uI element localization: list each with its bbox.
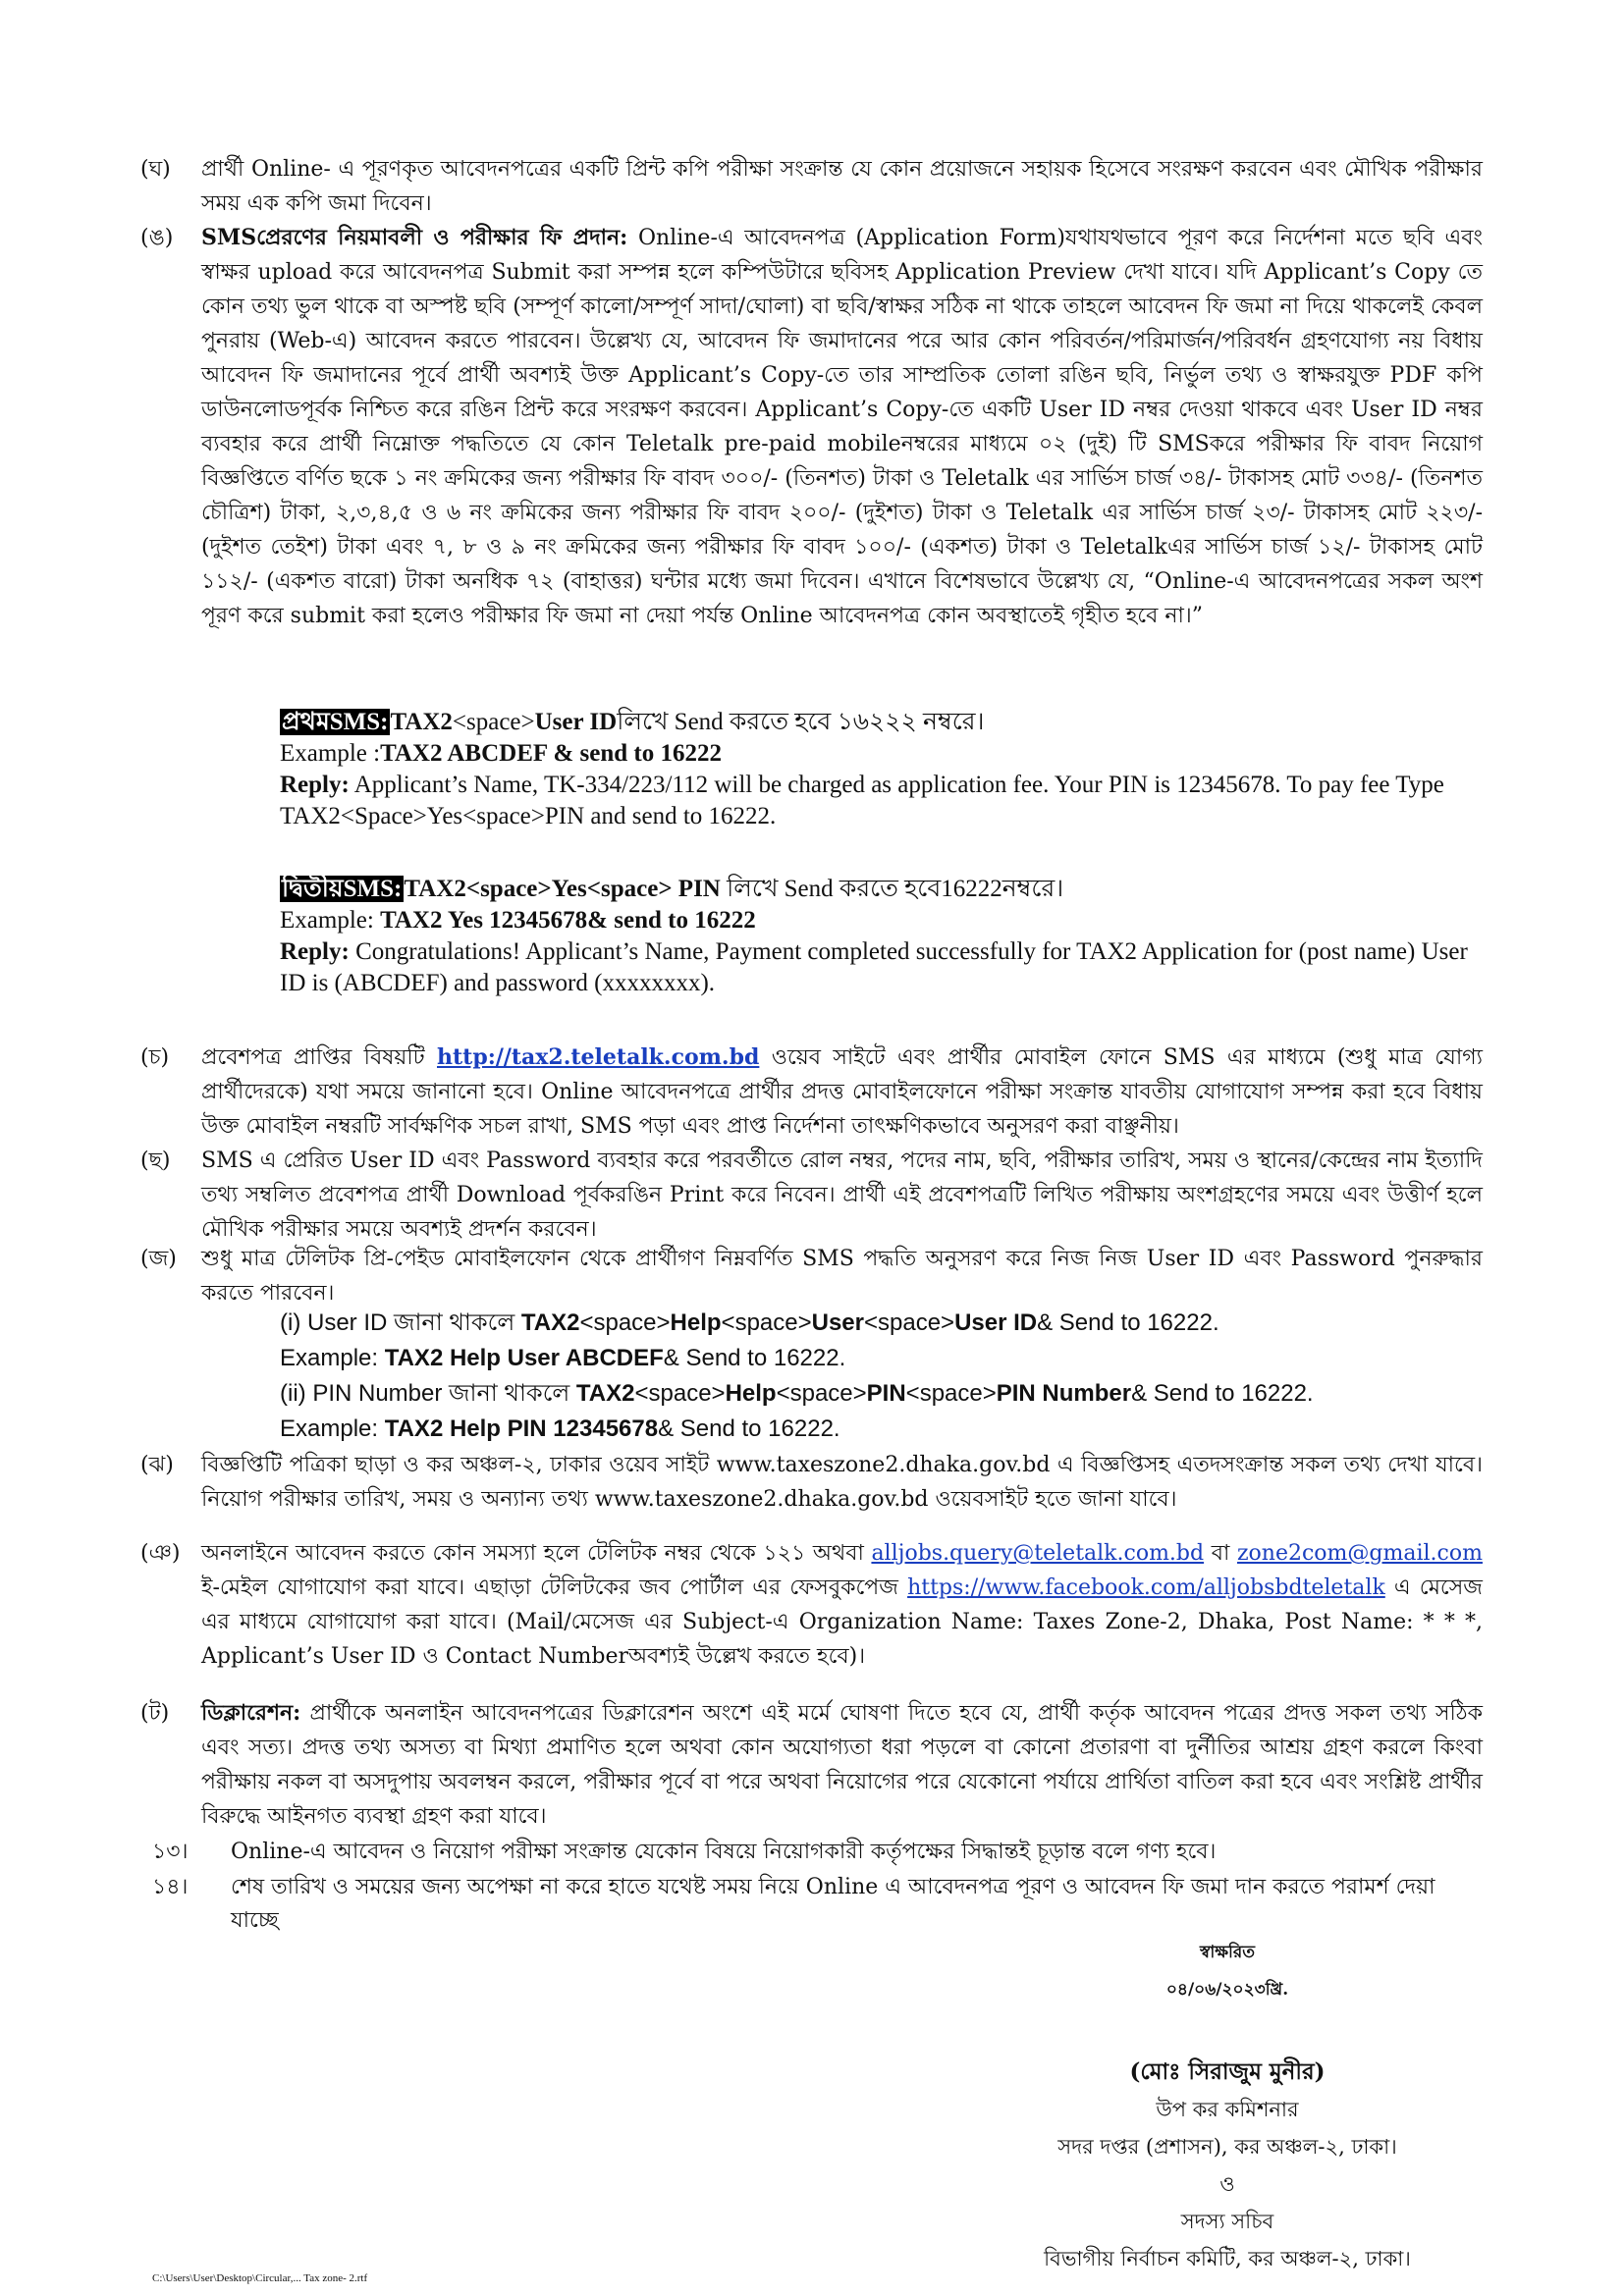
reply-label: Reply:: [280, 772, 350, 798]
recovery-cmd: TAX2 Help User ABCDEF: [384, 1345, 664, 1371]
recovery-user-id: User ID: [954, 1309, 1038, 1336]
example-label: Example:: [280, 907, 381, 934]
recovery-line-4: [280, 1412, 840, 1447]
clause-text: ওয়েব সাইটে এবং প্রার্থীর মোবাইল ফোনে SMS এর মাধ্যমে (শুধু মাত্র যোগ্য প্রার্থীদেরকে) যথা সময়ে জানানো হবে। Online আবেদনপত্রে প্রার্থীর প্রদত্ত মোবাইলফোনে পরীক্ষা সংক্রান্ত যাবতীয় যোগাযোগ সম্পন্ন করা হবে বিধায় উক্ত মোবাইল নম্বরটি সার্বক্ষণিক সচল রাখা, SMS পড়া এবং প্রাপ্ত নির্দেশনা তাৎক্ষণিকভাবে অনুসরণ করা বাঞ্ছনীয়।: [201, 1045, 1483, 1139]
clause-marker: (ঙ): [140, 226, 174, 250]
clause-ca: [140, 1041, 1483, 1144]
numbered-text: শেষ তারিখ ও সময়ের জন্য অপেক্ষা না করে হাতে যথেষ্ট সময় নিয়ে Online এ আবেদনপত্র পূরণ ও আবেদন ফি জমা দান করতে পরামর্শ দেয়া যাচ্ছে: [231, 1875, 1435, 1933]
example-label: Example :: [280, 740, 381, 767]
signatory-committee: বিভাগীয় নির্বাচন কমিটি, কর অঞ্চল-২, ঢাকা।: [1044, 2247, 1411, 2270]
sms-second-block: [280, 874, 1483, 999]
facebook-link[interactable]: https://www.facebook.com/alljobsbdteletalk: [907, 1575, 1385, 1600]
sms-second-label: দ্বিতীয়SMS:: [282, 876, 403, 902]
zone2-email-link[interactable]: zone2com@gmail.com: [1236, 1541, 1483, 1566]
sms-second-example: [280, 905, 1483, 936]
recovery-cmd: TAX2 Help PIN 12345678: [384, 1415, 659, 1442]
sms-first-instruction: [280, 707, 1483, 738]
numbered-marker: ১৩।: [152, 1840, 189, 1864]
clause-marker: (ঝ): [140, 1453, 174, 1477]
clause-text: প্রার্থীকে অনলাইন আবেদনপত্রের ডিক্লারেশন অংশে এই মর্মে ঘোষণা দিতে হবে যে, প্রার্থী কর্তৃক আবেদন পত্রের প্রদত্ত সকল তথ্য সঠিক এবং সত্য। প্রদত্ত তথ্য অসত্য বা মিথ্যা প্রমাণিত হলে অথবা কোন অযোগ্যতা ধরা পড়লে বা কোনো প্রতারণা বা দুর্নীতির আশ্রয় গ্রহণ করলে কিংবা পরীক্ষায় নকল বা অসদুপায় অবলম্বন করলে, পরীক্ষার পূর্বে বা পরে অথবা নিয়োগের পরে যেকোনো পর্যায়ে প্রার্থিতা বাতিল করা হবে এবং সংশ্লিষ্ট প্রার্থীর বিরুদ্ধে আইনগত ব্যবস্থা গ্রহণ করা যাবে।: [201, 1701, 1483, 1829]
reply-text: Applicant’s Name, TK-334/223/112 will be charged as application fee. Your PIN is 12345678. To pay fee Type TAX2<Space>Yes<space>PIN and send to 16222.: [280, 772, 1444, 829]
recovery-help: Help: [725, 1380, 777, 1407]
sms-cmd: TAX2<space>Yes<space> PIN: [404, 876, 721, 902]
signatory-designation: উপ কর কমিশনার: [1156, 2098, 1299, 2121]
sms-user-id: User ID: [534, 709, 618, 735]
recovery-post: & Send to 16222.: [663, 1345, 846, 1371]
numbered-marker: ১৪।: [152, 1875, 189, 1899]
clause-text: SMS এ প্রেরিত User ID এবং Password ব্যবহার করে পরবর্তীতে রোল নম্বর, পদের নাম, ছবি, পরীক্ষার তারিখ, সময় ও স্থানের/কেন্দ্রের নাম ইত্যাদি তথ্য সম্বলিত প্রবেশপত্র প্রার্থী Download পূর্বকরঙিন Print করে নিবেন। প্রার্থী এই প্রবেশপত্রটি লিখিত পরীক্ষায় অংশগ্রহণের সময়ে এবং উত্তীর্ণ হলে মৌখিক পরীক্ষার সময়ে অবশ্যই প্রদর্শন করবেন।: [201, 1148, 1483, 1242]
reply-text: Congratulations! Applicant’s Name, Payment completed successfully for TAX2 Application for (post name) User ID is (ABCDEF) and password (xxxxxxxx).: [280, 938, 1468, 996]
clause-marker: (ছ): [140, 1148, 171, 1173]
recovery-pre: Example:: [280, 1345, 385, 1371]
recovery-space: <space>: [579, 1309, 671, 1336]
clause-text: Online-এ আবেদনপত্র (Application Form)যথাযথভাবে পূরণ করে নির্দেশনা মতে ছবি এবং স্বাক্ষর upload করে আবেদনপত্র Submit করা সম্পন্ন হলে কম্পিউটারে ছবিসহ Application Preview দেখা যাবে। যদি Applicant’s Copy তে কোন তথ্য ভুল থাকে বা অস্পষ্ট ছবি (সম্পূর্ণ কালো/সম্পূর্ণ সাদা/ঘোলা) বা ছবি/স্বাক্ষর সঠিক না থাকে তাহলে আবেদন ফি জমা না দিয়ে থাকলেই কেবল পুনরায় (Web-এ) আবেদন করতে পারবেন। উল্লেখ্য যে, আবেদন ফি জমাদানের পরে আর কোন পরিবর্তন/পরিমার্জন/পরিবর্ধন গ্রহণযোগ্য নয় বিধায় আবেদন ফি জমাদানের পূর্বে প্রার্থী অবশ্যই উক্ত Applicant’s Copy-তে তার সাম্প্রতিক তোলা রঙিন ছবি, নির্ভুল তথ্য ও স্বাক্ষরযুক্ত PDF কপি ডাউনলোডপূর্বক নিশ্চিত করে রঙিন প্রিন্ট করে সংরক্ষণ করবেন। Applicant’s Copy-তে একটি User ID নম্বর দেওয়া থাকবে এবং User ID নম্বর ব্যবহার করে প্রার্থী নিম্নোক্ত পদ্ধতিতে যে কোন Teletalk pre-paid mobileনম্বরের মাধ্যমে ০২ (দুই) টি SMSকরে পরীক্ষার ফি বাবদ নিয়োগ বিজ্ঞপ্তিতে বর্ণিত ছকে ১ নং ক্রমিকের জন্য পরীক্ষার ফি বাবদ ৩০০/- (তিনশত) টাকা ও Teletalk এর সার্ভিস চার্জ ৩৪/- টাকাসহ মোট ৩৩৪/- (তিনশত চৌত্রিশ) টাকা, ২,৩,৪,৫ ও ৬ নং ক্রমিকের জন্য পরীক্ষার ফি বাবদ ২০০/- (দুইশত) টাকা ও Teletalk এর সার্ভিস চার্জ ২৩/- টাকাসহ মোট ২২৩/- (দুইশত তেইশ) টাকা এবং ৭, ৮ ও ৯ নং ক্রমিকের জন্য পরীক্ষার ফি বাবদ ১০০/- (একশত) টাকা ও Teletalkএর সার্ভিস চার্জ ১২/- টাকাসহ মোট ১১২/- (একশত বারো) টাকা অনধিক ৭২ (বাহাত্তর) ঘন্টার মধ্যে জমা দিবেন। এখানে বিশেষভাবে উল্লেখ্য যে, “Online-এ আবেদনপত্রের সকল অংশ পূরণ করে submit করা হলেও পরীক্ষার ফি জমা না দেয়া পর্যন্ত Online আবেদনপত্র কোন অবস্থাতেই গৃহীত হবে না।”: [201, 226, 1483, 628]
clause-text: এ মেসেজ এর মাধ্যমে যোগাযোগ করা যাবে। (Mail/মেসেজ এর Subject-এ Organization Name: Taxes Zone-2, Dhaka, Post Name: * * *, Applicant’s User ID ও Contact Numberঅবশ্যই উল্লেখ করতে হবে)।: [201, 1575, 1483, 1669]
numbered-item-14: [152, 1871, 1488, 1938]
signature-and: ও: [1219, 2172, 1235, 2196]
recovery-space: <space>: [776, 1380, 867, 1407]
recovery-pre: (i) User ID জানা থাকলে: [280, 1309, 521, 1336]
recovery-line-1: [280, 1306, 1219, 1341]
clause-gha: [140, 152, 1483, 221]
clause-text: প্রবেশপত্র প্রাপ্তির বিষয়টি: [201, 1045, 437, 1070]
recovery-line-2: [280, 1341, 845, 1376]
clause-marker: (ঞ): [140, 1541, 181, 1566]
recovery-user: User: [811, 1309, 864, 1336]
clause-heading: ডিক্লারেশন:: [201, 1700, 301, 1726]
clause-ja: [140, 1242, 1483, 1310]
clause-text: অনলাইনে আবেদন করতে কোন সমস্যা হলে টেলিটক নম্বর থেকে ১২১ অথবা: [201, 1541, 872, 1566]
clause-marker: (চ): [140, 1045, 170, 1070]
sms-cmd: TAX2: [390, 709, 453, 735]
recovery-space: <space>: [905, 1380, 997, 1407]
signed-date: ০৪/০৬/২০২৩খ্রি.: [1165, 1980, 1289, 2000]
signatory-name: (মোঃ সিরাজুম মুনীর): [1129, 2058, 1326, 2085]
sms-first-label: প্রথমSMS:: [282, 709, 389, 735]
clause-cha: [140, 1144, 1483, 1247]
recovery-space: <space>: [864, 1309, 955, 1336]
clause-ta: [140, 1696, 1483, 1834]
tax2-link[interactable]: http://tax2.teletalk.com.bd: [437, 1044, 760, 1070]
numbered-item-13: [152, 1836, 1488, 1869]
recovery-line-3: [280, 1376, 1314, 1412]
recovery-cmd: TAX2: [575, 1380, 635, 1407]
sms-tail: লিখে Send করতে হবে16222নম্বরে।: [720, 876, 1064, 902]
sms-first-reply: [280, 770, 1483, 832]
footer-file-path: C:\Users\User\Desktop\Circular,... Tax zone- 2.rtf: [152, 2272, 368, 2284]
sms-second-reply: [280, 936, 1483, 999]
clause-uo: [140, 221, 1483, 633]
recovery-pin-number: PIN Number: [996, 1380, 1132, 1407]
sms-tail: লিখে Send করতে হবে ১৬২২২ নম্বরে।: [617, 709, 985, 735]
clause-text: বা: [1204, 1541, 1237, 1566]
recovery-pin: PIN: [866, 1380, 906, 1407]
sms-second-instruction: [280, 874, 1483, 905]
recovery-cmd: TAX2: [520, 1309, 580, 1336]
clause-text: শুধু মাত্র টেলিটক প্রি-পেইড মোবাইলফোন থেকে প্রার্থীগণ নিম্নবর্ণিত SMS পদ্ধতি অনুসরণ করে নিজ নিজ User ID এবং Password পুনরুদ্ধার করতে পারবেন।: [201, 1247, 1483, 1306]
recovery-pre: Example:: [280, 1415, 385, 1442]
signatory-office: সদর দপ্তর (প্রশাসন), কর অঞ্চল-২, ঢাকা।: [1057, 2135, 1397, 2159]
sms-first-block: [280, 707, 1483, 832]
recovery-help: Help: [670, 1309, 722, 1336]
signatory-role: সদস্য সচিব: [1180, 2210, 1274, 2233]
recovery-space: <space>: [634, 1380, 726, 1407]
recovery-post: & Send to 16222.: [1037, 1309, 1219, 1336]
clause-marker: (ট): [140, 1701, 170, 1726]
clause-marker: (ঘ): [140, 157, 171, 182]
example-text: TAX2 ABCDEF & send to 16222: [380, 740, 722, 767]
clause-jha: [140, 1448, 1483, 1517]
example-text: TAX2 Yes 12345678& send to 16222: [380, 907, 756, 934]
clause-text: প্রার্থী Online- এ পূরণকৃত আবেদনপত্রের একটি প্রিন্ট কপি পরীক্ষা সংক্রান্ত যে কোন প্রয়োজনে সহায়ক হিসেবে সংরক্ষণ করবেন এবং মৌখিক পরীক্ষার সময় এক কপি জমা দিবেন।: [201, 157, 1483, 216]
signature-block: [1031, 1934, 1424, 2277]
clause-nya: [140, 1536, 1483, 1674]
signed-label: স্বাক্ষরিত: [1199, 1943, 1256, 1962]
recovery-post: & Send to 16222.: [658, 1415, 840, 1442]
clause-heading: SMSপ্রেরণের নিয়মাবলী ও পরীক্ষার ফি প্রদান:: [201, 225, 628, 250]
sms-first-example: [280, 738, 1483, 770]
recovery-pre: (ii) PIN Number জানা থাকলে: [280, 1380, 576, 1407]
clause-text: বিজ্ঞপ্তিটি পত্রিকা ছাড়া ও কর অঞ্চল-২, ঢাকার ওয়েব সাইট www.taxeszone2.dhaka.gov.bd এ বিজ্ঞপ্তিসহ এতদসংক্রান্ত সকল তথ্য দেখা যাবে। নিয়োগ পরীক্ষার তারিখ, সময় ও অন্যান্য তথ্য www.taxeszone2.dhaka.gov.bd ওয়েবসাইট হতে জানা যাবে।: [201, 1453, 1483, 1512]
clause-marker: (জ): [140, 1247, 177, 1271]
teletalk-email-link[interactable]: alljobs.query@teletalk.com.bd: [871, 1541, 1205, 1566]
recovery-post: & Send to 16222.: [1131, 1380, 1314, 1407]
sms-space: <space>: [452, 709, 535, 735]
clause-text: ই-মেইল যোগাযোগ করা যাবে। এছাড়া টেলিটকের জব পোর্টাল এর ফেসবুকপেজ: [201, 1575, 908, 1600]
recovery-space: <space>: [721, 1309, 812, 1336]
reply-label: Reply:: [280, 938, 350, 965]
numbered-text: Online-এ আবেদন ও নিয়োগ পরীক্ষা সংক্রান্ত যেকোন বিষয়ে নিয়োগকারী কর্তৃপক্ষের সিদ্ধান্তই চূড়ান্ত বলে গণ্য হবে।: [231, 1840, 1217, 1864]
